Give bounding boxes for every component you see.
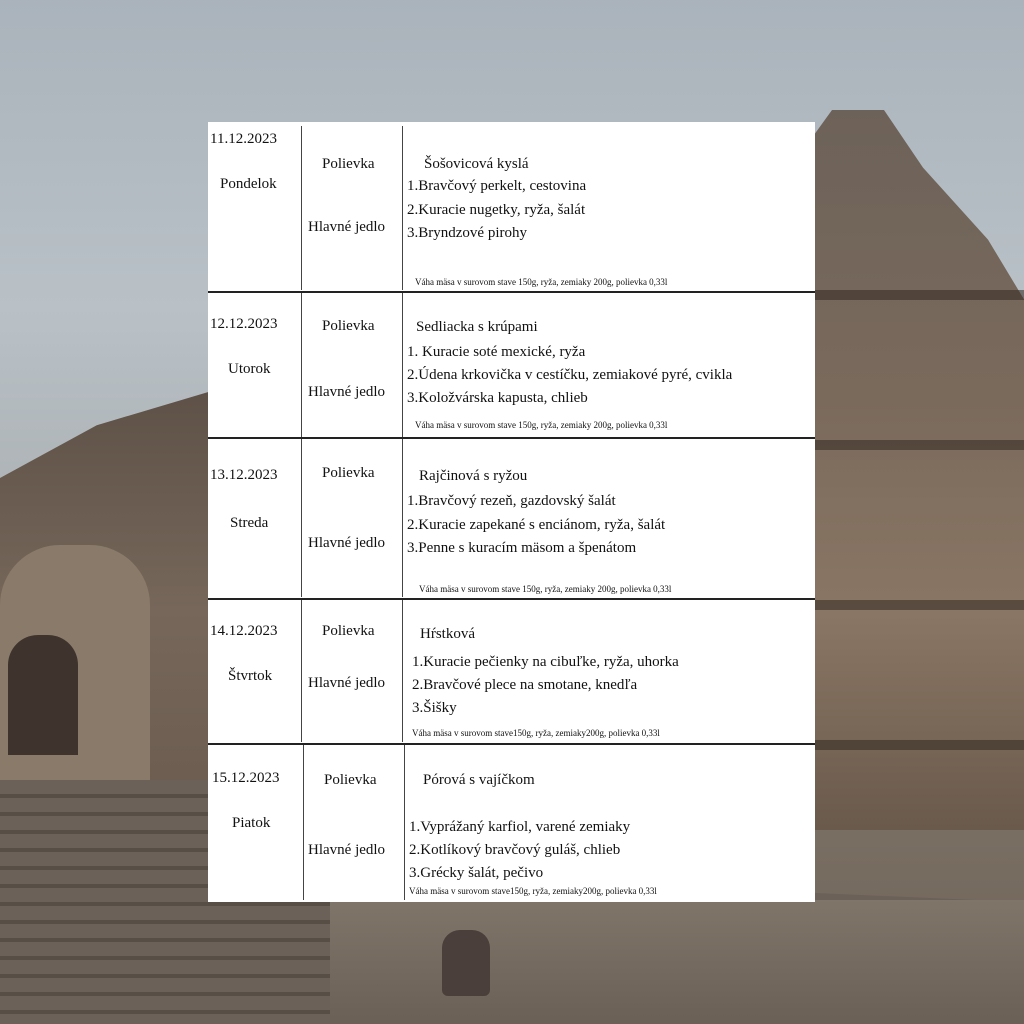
main-course-label: Hlavné jedlo bbox=[308, 535, 386, 551]
day-date: 12.12.2023 bbox=[210, 316, 278, 332]
seated-person bbox=[442, 930, 490, 996]
soup-name: Pórová s vajíčkom bbox=[423, 772, 535, 788]
day-date: 11.12.2023 bbox=[210, 131, 277, 147]
day-date: 15.12.2023 bbox=[212, 770, 280, 786]
column-divider bbox=[303, 745, 304, 900]
tower-ledge bbox=[780, 740, 1024, 750]
main-course-item: 1.Bravčový rezeň, gazdovský šalát bbox=[407, 493, 616, 509]
column-divider bbox=[301, 126, 302, 290]
portion-note: Váha mäsa v surovom stave 150g, ryža, zemiaky 200g, polievka 0,33l bbox=[415, 420, 668, 430]
main-course-item: 1.Kuracie pečienky na cibuľke, ryža, uhorka bbox=[412, 654, 679, 670]
main-course-item: 1. Kuracie soté mexické, ryža bbox=[407, 344, 586, 360]
column-divider bbox=[301, 439, 302, 597]
menu-day-monday bbox=[208, 122, 815, 292]
soup-name: Hŕstková bbox=[420, 626, 475, 642]
lunch-menu-sheet bbox=[208, 122, 815, 902]
portion-note: Váha mäsa v surovom stave150g, ryža, zemiaky200g, polievka 0,33l bbox=[412, 728, 660, 738]
soup-name: Rajčinová s ryžou bbox=[419, 468, 528, 484]
main-course-item: 3.Grécky šalát, pečivo bbox=[409, 865, 544, 881]
day-name: Štvrtok bbox=[228, 668, 273, 684]
menu-day-tuesday bbox=[208, 293, 815, 438]
arch-doorway bbox=[8, 635, 78, 755]
main-course-item: 3.Šišky bbox=[412, 700, 457, 716]
soup-name: Šošovicová kyslá bbox=[424, 156, 529, 172]
main-course-item: 1.Vyprážaný karfiol, varené zemiaky bbox=[409, 819, 631, 835]
column-divider bbox=[402, 126, 403, 290]
main-course-item: 2.Kuracie zapekané s enciánom, ryža, šalát bbox=[407, 517, 666, 533]
soup-name: Sedliacka s krúpami bbox=[416, 319, 538, 335]
main-course-item: 3.Penne s kuracím mäsom a špenátom bbox=[407, 540, 637, 556]
day-name: Pondelok bbox=[220, 176, 277, 192]
portion-note: Váha mäsa v surovom stave150g, ryža, zemiaky200g, polievka 0,33l bbox=[409, 886, 657, 896]
main-course-item: 1.Bravčový perkelt, cestovina bbox=[407, 178, 587, 194]
day-name: Utorok bbox=[228, 361, 271, 377]
stone-terrace bbox=[330, 900, 1024, 1024]
soup-label: Polievka bbox=[322, 465, 375, 481]
main-course-item: 2.Kotlíkový bravčový guláš, chlieb bbox=[409, 842, 621, 858]
portion-note: Váha mäsa v surovom stave 150g, ryža, zemiaky 200g, polievka 0,33l bbox=[419, 584, 672, 594]
column-divider bbox=[301, 293, 302, 438]
menu-day-thursday bbox=[208, 600, 815, 744]
tower-ledge bbox=[780, 440, 1024, 450]
soup-label: Polievka bbox=[322, 318, 375, 334]
temple-tower bbox=[780, 110, 1024, 830]
day-date: 13.12.2023 bbox=[210, 467, 278, 483]
main-course-item: 3.Koložvárska kapusta, chlieb bbox=[407, 390, 588, 406]
main-course-label: Hlavné jedlo bbox=[308, 842, 386, 858]
soup-label: Polievka bbox=[322, 156, 375, 172]
day-name: Streda bbox=[230, 515, 269, 531]
portion-note: Váha mäsa v surovom stave 150g, ryža, zemiaky 200g, polievka 0,33l bbox=[415, 277, 668, 287]
soup-label: Polievka bbox=[324, 772, 377, 788]
menu-day-wednesday bbox=[208, 439, 815, 599]
main-course-item: 3.Bryndzové pirohy bbox=[407, 225, 527, 241]
main-course-item: 2.Bravčové plece na smotane, knedľa bbox=[412, 677, 638, 693]
column-divider bbox=[301, 600, 302, 742]
tower-ledge bbox=[780, 290, 1024, 300]
main-course-label: Hlavné jedlo bbox=[308, 384, 386, 400]
soup-label: Polievka bbox=[322, 623, 375, 639]
main-course-item: 2.Údena krkovička v cestíčku, zemiakové pyré, cvikla bbox=[407, 367, 733, 383]
column-divider bbox=[402, 600, 403, 742]
tower-ledge bbox=[780, 600, 1024, 610]
day-name: Piatok bbox=[232, 815, 271, 831]
main-course-item: 2.Kuracie nugetky, ryža, šalát bbox=[407, 202, 586, 218]
main-course-label: Hlavné jedlo bbox=[308, 219, 386, 235]
column-divider bbox=[404, 745, 405, 900]
main-course-label: Hlavné jedlo bbox=[308, 675, 386, 691]
menu-day-friday bbox=[208, 745, 815, 902]
day-date: 14.12.2023 bbox=[210, 623, 278, 639]
column-divider bbox=[402, 439, 403, 597]
column-divider bbox=[402, 293, 403, 438]
